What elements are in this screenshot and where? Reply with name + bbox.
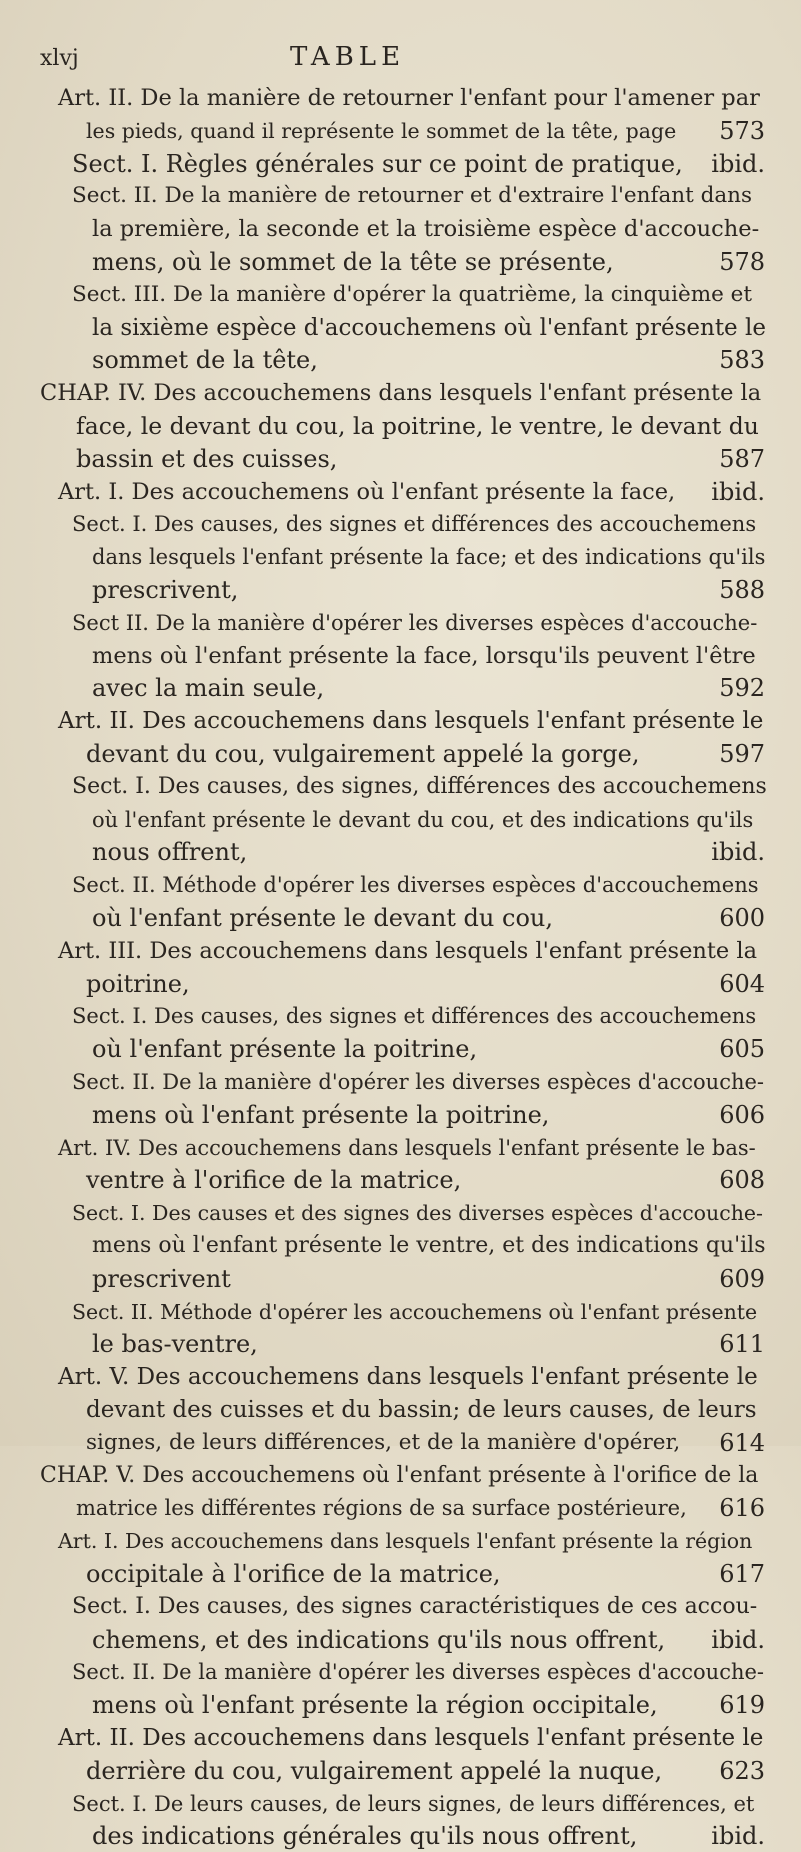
toc-entry-line: signes, de leurs différences, et de la manière d'opérer, [86, 1429, 681, 1455]
toc-entry-line: où l'enfant présente le devant du cou, et des indications qu'ils [92, 807, 754, 832]
toc-entry-line: ventre à l'orifice de la matrice, [86, 1166, 462, 1195]
toc-page-number: 616 [719, 1494, 765, 1523]
toc-entry-line: avec la main seule, [92, 674, 325, 703]
toc-entry-heading: Sect. I. Des causes, des signes et différences des accouchemens [72, 512, 757, 537]
toc-page-number: 578 [719, 248, 765, 276]
toc-entry-line: devant des cuisses et du bassin; de leurs causes, de leurs [86, 1397, 757, 1423]
toc-page-number: 623 [719, 1756, 765, 1785]
toc-entry-heading: Art. V. Des accouchemens dans lesquels l'enfant présente le [58, 1364, 758, 1391]
toc-entry-line: poitrine, [86, 969, 190, 998]
toc-entry-heading: Sect. I. Des causes, des signes caractéristiques de ces accou- [72, 1593, 758, 1619]
toc-entry-heading: Sect. II. De la manière d'opérer les diverses espèces d'accouche- [72, 1070, 765, 1094]
toc-entry-line: bassin et des cuisses, [76, 444, 338, 473]
toc-page-number: 619 [719, 1691, 765, 1720]
toc-entry-heading: Sect II. De la manière d'opérer les diverses espèces d'accouche- [72, 610, 758, 635]
toc-entry-line: mens, où le sommet de la tête se présente, [92, 248, 614, 276]
toc-entry-heading: CHAP. IV. Des accouchemens dans lesquels l'enfant présente la [40, 380, 762, 407]
toc-page-number: ibid. [711, 1822, 765, 1851]
toc-page-number: 604 [719, 969, 765, 998]
toc-entry-line: dans lesquels l'enfant présente la face; et des indications qu'ils [92, 545, 766, 570]
toc-entry-heading: Art. IV. Des accouchemens dans lesquels l'enfant présente le bas- [58, 1135, 756, 1160]
toc-entry-line: occipitale à l'orifice de la matrice, [86, 1560, 501, 1588]
toc-entry-heading: CHAP. V. Des accouchemens où l'enfant présente à l'orifice de la [40, 1462, 759, 1488]
toc-entry-heading: Sect. I. Règles générales sur ce point de pratique, [72, 149, 683, 178]
page-header [40, 42, 761, 82]
toc-page-number: 597 [719, 740, 765, 768]
toc-page-number: 588 [719, 576, 765, 604]
toc-entry-heading: Sect. I. De leurs causes, de leurs signes, de leurs différences, et [72, 1791, 755, 1816]
toc-entry-line: sommet de la tête, [92, 346, 318, 375]
toc-page-number: ibid. [711, 1625, 765, 1654]
toc-entry-line: nous offrent, [92, 838, 248, 867]
toc-entry-heading: Art. III. Des accouchemens dans lesquels l'enfant présente la [58, 937, 758, 964]
toc-entry-line: derrière du cou, vulgairement appelé la nuque, [86, 1756, 663, 1785]
toc-page-number: ibid. [711, 149, 765, 178]
toc-entry-line: où l'enfant présente la poitrine, [92, 1035, 478, 1064]
toc-entry-line: mens où l'enfant présente la face, lorsqu'ils peuvent l'être [92, 642, 756, 669]
toc-page-number: 587 [719, 444, 765, 473]
toc-entry-heading: Art. I. Des accouchemens où l'enfant présente la face, [58, 478, 676, 505]
toc-page-number: 617 [719, 1560, 765, 1588]
toc-entry-heading: Art. II. Des accouchemens dans lesquels l'enfant présente le [58, 708, 764, 735]
toc-page-number: 600 [719, 904, 765, 932]
toc-entry-line: des indications générales qu'ils nous offrent, [92, 1822, 638, 1851]
toc-page-number: 609 [719, 1264, 765, 1293]
toc-entry-line: mens où l'enfant présente le ventre, et des indications qu'ils [92, 1233, 766, 1258]
toc-entry-line: chemens, et des indications qu'ils nous offrent, [92, 1625, 666, 1654]
toc-page-number: ibid. [711, 838, 765, 867]
toc-entry-line: le bas-ventre, [92, 1330, 258, 1359]
toc-entry-line: matrice les différentes régions de sa surface postérieure, [76, 1496, 687, 1521]
toc-entry-line: prescrivent [92, 1264, 231, 1293]
toc-entry-line: les pieds, quand il représente le sommet de la tête, page [86, 118, 677, 143]
toc-page-number: 605 [719, 1035, 765, 1064]
toc-page-number: 592 [719, 674, 765, 703]
toc-entry-heading: Sect. II. De la manière de retourner et d'extraire l'enfant dans [72, 183, 753, 209]
page-folio: xlvj [40, 46, 79, 71]
toc-entry-heading: Sect. I. Des causes et des signes des diverses espèces d'accouche- [72, 1201, 763, 1226]
toc-entry-heading: Art. II. Des accouchemens dans lesquels l'enfant présente le [58, 1725, 764, 1751]
toc-entry-line: la première, la seconde et la troisième espèce d'accouche- [92, 216, 760, 243]
toc-entry-line: la sixième espèce d'accouchemens où l'enfant présente le [92, 314, 766, 341]
toc-entry-line: face, le devant du cou, la poitrine, le ventre, le devant du [76, 412, 759, 440]
toc-entry-line: mens où l'enfant présente la poitrine, [92, 1100, 550, 1129]
toc-entry-line: où l'enfant présente le devant du cou, [92, 904, 553, 932]
toc-page-number: 611 [719, 1330, 765, 1359]
page-running-title: TABLE [290, 42, 406, 72]
toc-page-number: 606 [719, 1100, 765, 1129]
toc-entry-heading: Sect. II. Méthode d'opérer les accouchemens où l'enfant présente [72, 1299, 758, 1324]
toc-entry-heading: Sect. III. De la manière d'opérer la quatrième, la cinquième et [72, 281, 753, 307]
toc-entry-heading: Art. I. Des accouchemens dans lesquels l'enfant présente la région [58, 1529, 753, 1554]
toc-entry-heading: Art. II. De la manière de retourner l'enfant pour l'amener par [58, 85, 760, 111]
toc-page-number: 583 [719, 346, 765, 375]
toc-page-number: 614 [719, 1428, 765, 1457]
toc-entry-heading: Sect. I. Des causes, des signes et différences des accouchemens [72, 1004, 757, 1029]
toc-page-number: 573 [719, 116, 765, 145]
toc-entry-line: mens où l'enfant présente la région occipitale, [92, 1691, 658, 1720]
toc-entry-heading: Sect. II. De la manière d'opérer les diverses espèces d'accouche- [72, 1660, 765, 1685]
toc-page-number: 608 [719, 1166, 765, 1195]
toc-entry-line: prescrivent, [92, 576, 239, 604]
toc-entry-heading: Sect. II. Méthode d'opérer les diverses espèces d'accouchemens [72, 873, 759, 898]
toc-page-number: ibid. [711, 477, 765, 506]
toc-entry-line: devant du cou, vulgairement appelé la gorge, [86, 740, 640, 768]
toc-entry-heading: Sect. I. Des causes, des signes, différences des accouchemens [72, 773, 767, 799]
